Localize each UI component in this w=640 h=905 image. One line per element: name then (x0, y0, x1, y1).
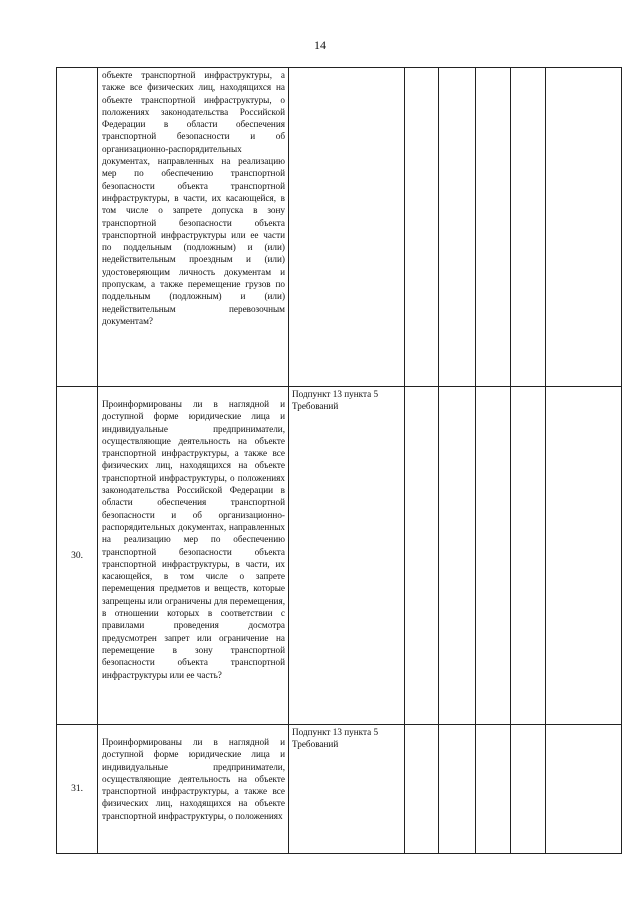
checklist-table (56, 67, 622, 854)
answer-cell-na[interactable] (476, 725, 511, 854)
answer-cell-extra[interactable] (511, 387, 546, 725)
reference-text: Подпункт 13 пункта 5 Требований (292, 389, 379, 412)
notes-cell[interactable] (546, 725, 622, 854)
row-number-cell: 31. (57, 725, 98, 854)
answer-cell-no[interactable] (439, 387, 476, 725)
question-text: Проинформированы ли в наглядной и доступной форме юридические лица и индивидуальные предприниматели, осуществляющие деятельность на объекте транспортной инфраструктуры, а также все физических лиц, находящихся на объекте транспортной инфраструктуры, о положениях (102, 737, 285, 821)
answer-cell-na[interactable] (476, 387, 511, 725)
row-number-cell (57, 68, 98, 387)
reference-cell (289, 725, 405, 854)
answer-cell-yes[interactable] (405, 68, 439, 387)
table-row (57, 68, 622, 387)
question-text: Проинформированы ли в наглядной и доступной форме юридические лица и индивидуальные предприниматели, осуществляющие деятельность на объекте транспортной инфраструктуры, а также все физических лиц, находящихся на объекте транспортной инфраструктуры, о положениях законодательства Российской Федерации в области обеспечения транспортной безопасности и об организационно-распорядительных документах, направленных на реализацию мер по обеспечению транспортной безопасности объекта транспортной инфраструктуры, в части, их касающейся, в том числе о запрете перемещения предметов и веществ, которые запрещены или ограничены для перемещения, в отношении которых в соответствии с правилами проведения досмотра предусмотрен запрет или ограничение на перемещение в зону транспортной безопасности объекта транспортной инфраструктуры или ее часть? (102, 399, 285, 680)
reference-text: Подпункт 13 пункта 5 Требований (292, 727, 379, 750)
question-text: объекте транспортной инфраструктуры, а также все физических лиц, находящихся на объекте транспортной инфраструктуры, о положениях законодательства Российской Федерации в области обеспечения транспортной безопасности и об организационно-распорядительных документах, направленных на реализацию мер по обеспечению транспортной безопасности объекта транспортной инфраструктуры, в части, их касающейся, в том числе о запрете допуска в зону транспортной безопасности объекта транспортной инфраструктуры или ее части по поддельным (подложным) и (или) недействительным проездным и (или) удостоверяющим личность документам и пропускам, а также перемещение грузов по поддельным (подложным) и (или) недействительным перевозочным документам? (102, 70, 285, 326)
answer-cell-extra[interactable] (511, 68, 546, 387)
question-cell (98, 387, 289, 725)
question-cell (98, 68, 289, 387)
answer-cell-yes[interactable] (405, 725, 439, 854)
reference-cell (289, 68, 405, 387)
notes-cell[interactable] (546, 387, 622, 725)
reference-cell (289, 387, 405, 725)
notes-cell[interactable] (546, 68, 622, 387)
table-row (57, 725, 622, 854)
row-number-cell: 30. (57, 387, 98, 725)
answer-cell-na[interactable] (476, 68, 511, 387)
answer-cell-yes[interactable] (405, 387, 439, 725)
answer-cell-no[interactable] (439, 68, 476, 387)
answer-cell-no[interactable] (439, 725, 476, 854)
page-number: 14 (314, 38, 326, 52)
table-row (57, 387, 622, 725)
answer-cell-extra[interactable] (511, 725, 546, 854)
question-cell (98, 725, 289, 854)
